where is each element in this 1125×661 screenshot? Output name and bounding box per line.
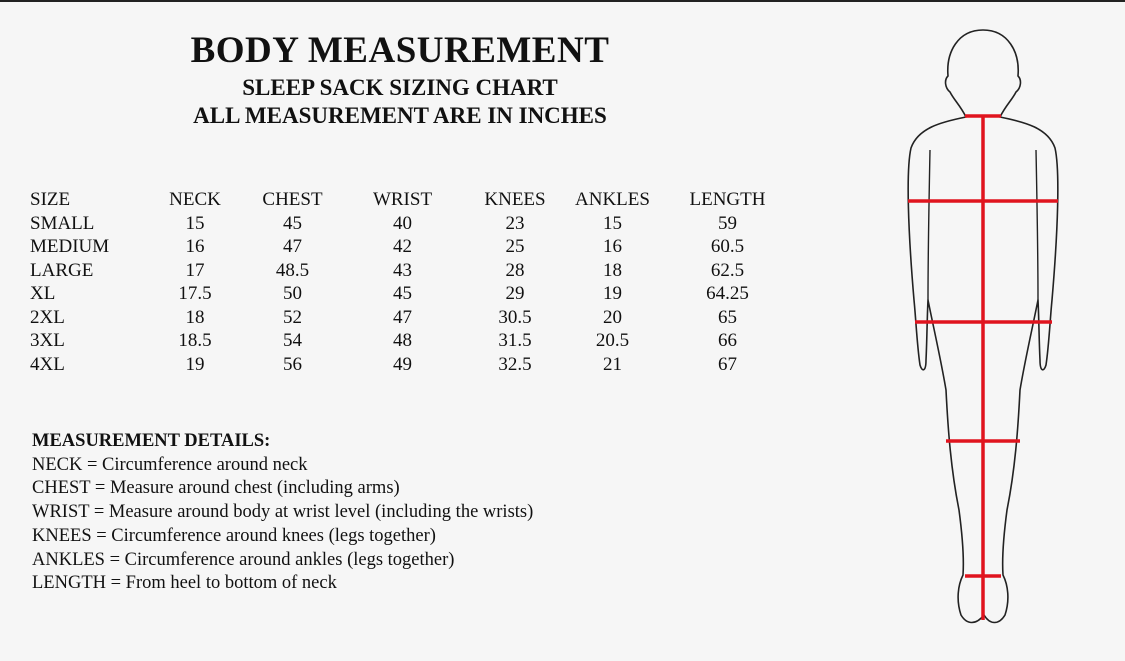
table-row	[30, 329, 800, 353]
cell-ankles: 19	[603, 283, 622, 304]
cell-chest: 54	[283, 330, 302, 351]
cell-knees: 32.5	[498, 353, 532, 375]
cell-neck: 15	[185, 212, 205, 234]
cell-ankles: 20.5	[595, 330, 630, 351]
table-row	[30, 306, 800, 330]
detail-item-chest: CHEST = Measure around chest (including arms)	[32, 478, 400, 499]
cell-neck: 19	[185, 353, 205, 375]
cell-knees: 25	[505, 236, 525, 257]
table-row	[30, 212, 800, 236]
table-row	[30, 259, 800, 283]
top-border	[0, 0, 1125, 2]
cell-length: 62.5	[710, 259, 745, 281]
cell-chest: 50	[283, 283, 302, 304]
column-header-chest: CHEST	[262, 189, 323, 210]
cell-chest: 52	[283, 306, 302, 328]
cell-length: 67	[718, 353, 737, 375]
cell-wrist: 47	[393, 306, 412, 328]
column-header-ankles: ANKLES	[575, 189, 650, 210]
cell-length: 65	[718, 306, 737, 328]
cell-knees: 23	[505, 212, 525, 234]
cell-knees: 29	[505, 283, 525, 304]
column-header-length: LENGTH	[689, 189, 766, 210]
cell-neck: 16	[185, 236, 205, 257]
cell-length: 59	[718, 212, 737, 234]
measurement-details	[32, 430, 533, 596]
cell-neck: 17.5	[178, 283, 212, 304]
cell-chest: 48.5	[275, 259, 310, 281]
table-header-row	[30, 188, 800, 212]
cell-length: 60.5	[710, 236, 745, 257]
cell-size: LARGE	[30, 259, 94, 281]
cell-length: 64.25	[706, 283, 749, 304]
cell-size: 3XL	[30, 330, 65, 351]
cell-ankles: 15	[603, 212, 622, 234]
header	[150, 30, 650, 130]
cell-neck: 18	[185, 306, 205, 328]
detail-item-ankles: ANKLES = Circumference around ankles (legs together)	[32, 549, 455, 570]
cell-ankles: 16	[603, 236, 622, 257]
units-note: ALL MEASUREMENT ARE IN INCHES	[193, 103, 607, 128]
column-header-knees: KNEES	[484, 189, 546, 210]
body-figure-illustration	[895, 25, 1075, 630]
detail-item-neck: NECK = Circumference around neck	[32, 454, 308, 475]
cell-ankles: 20	[603, 306, 622, 328]
cell-ankles: 18	[603, 259, 622, 281]
arm-divider-left	[928, 150, 930, 300]
table-row	[30, 282, 800, 306]
page-subtitle: SLEEP SACK SIZING CHART	[242, 75, 558, 100]
detail-item-length: LENGTH = From heel to bottom of neck	[32, 573, 337, 594]
cell-wrist: 48	[393, 330, 412, 351]
cell-size: 2XL	[30, 306, 65, 328]
size-table	[30, 188, 800, 376]
arm-divider-right	[1036, 150, 1038, 300]
cell-ankles: 21	[603, 353, 622, 375]
cell-wrist: 40	[393, 212, 412, 234]
cell-wrist: 49	[393, 353, 412, 375]
cell-wrist: 43	[393, 259, 412, 281]
column-header-wrist: WRIST	[372, 189, 433, 210]
cell-size: XL	[30, 283, 56, 304]
cell-wrist: 45	[393, 283, 412, 304]
page-title: BODY MEASUREMENT	[190, 30, 610, 71]
detail-item-knees: KNEES = Circumference around knees (legs together)	[32, 525, 436, 546]
column-header-size: SIZE	[30, 189, 71, 210]
table-row	[30, 235, 800, 259]
cell-wrist: 42	[393, 236, 412, 257]
cell-knees: 30.5	[498, 306, 532, 328]
cell-length: 66	[718, 330, 737, 351]
cell-neck: 17	[185, 259, 205, 281]
cell-size: SMALL	[30, 212, 95, 234]
cell-chest: 45	[283, 212, 302, 234]
detail-item-wrist: WRIST = Measure around body at wrist level (including the wrists)	[32, 502, 534, 523]
cell-size: MEDIUM	[30, 236, 110, 257]
cell-chest: 56	[283, 353, 302, 375]
details-heading: MEASUREMENT DETAILS:	[32, 431, 271, 451]
cell-knees: 28	[505, 259, 525, 281]
cell-chest: 47	[283, 236, 302, 257]
table-row	[30, 353, 800, 377]
column-header-neck: NECK	[169, 189, 221, 210]
cell-size: 4XL	[30, 353, 65, 375]
cell-knees: 31.5	[498, 330, 532, 351]
cell-neck: 18.5	[178, 330, 212, 351]
